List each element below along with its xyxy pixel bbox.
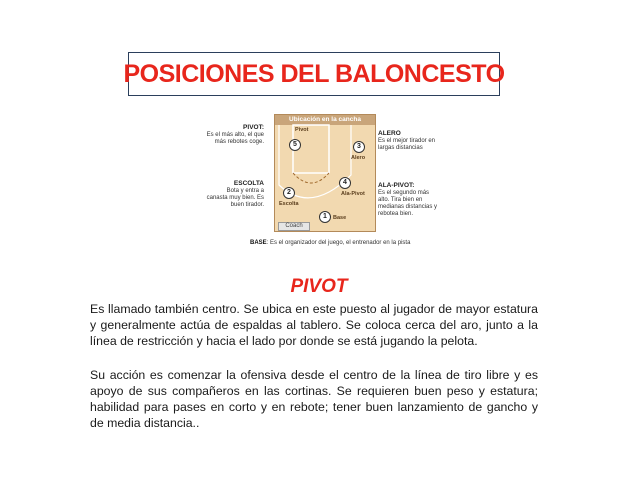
position-4-marker: 4 [339,177,351,189]
position-5-marker: 5 [289,139,301,151]
alero-label-block [378,130,436,152]
alero-desc: Es el mejor tirador en largas distancias [378,138,436,151]
escolta-label: ESCOLTA [233,180,264,187]
paragraph-1: Es llamado también centro. Se ubica en este puesto al jugador de mayor estatura y generalmente actúa de espaldas al tablero. Se coloca cerca del aro, junto a la línea de restricción y hacia el lado por donde se está jugando la pelota. [90,302,538,348]
court-alero: Alero [351,155,366,161]
page-title: POSICIONES DEL BALONCESTO [123,59,505,88]
court-escolta: Escolta [279,201,299,207]
section-title: PIVOT [290,276,348,297]
coach-box: Coach [278,222,310,231]
alapivot-desc: Es el segundo más alto. Tira bien en medianas distancias y rebotea bien. [378,190,438,217]
base-note [250,240,410,246]
base-desc: : Es el organizador del juego, el entrenador en la pista [266,240,411,246]
base-label: BASE [250,240,267,246]
alero-label: ALERO [378,130,401,137]
court [274,114,376,232]
pivot-label-block [206,124,264,146]
court-pivot: Pivot [295,127,309,133]
paragraph-2: Su acción es comenzar la ofensiva desde el centro de la línea de tiro libre y es apoyo de sus compañeros en las cortinas. Se requieren buen peso y estatura; habilidad para pases en corto y en rebote; tener buen lanzamiento de gancho y de media distancia.. [90,368,538,430]
position-2-marker: 2 [283,187,295,199]
alapivot-label: ALA-PIVOT: [378,182,415,189]
court-alapivot: Ala-Pivot [341,191,365,197]
pivot-desc: Es el más alto, el que más rebotes coge. [206,132,264,145]
position-3-marker: 3 [353,141,365,153]
position-1-marker: 1 [319,211,331,223]
title-box [123,52,505,96]
pivot-label: PIVOT: [243,124,264,131]
escolta-desc: Bota y entra a canasta muy bien. Es buen tirador. [206,188,264,208]
court-base: Base [333,215,347,221]
court-header: Ubicación en la cancha [275,115,375,125]
escolta-label-block [206,180,264,209]
alapivot-label-block [378,182,438,218]
